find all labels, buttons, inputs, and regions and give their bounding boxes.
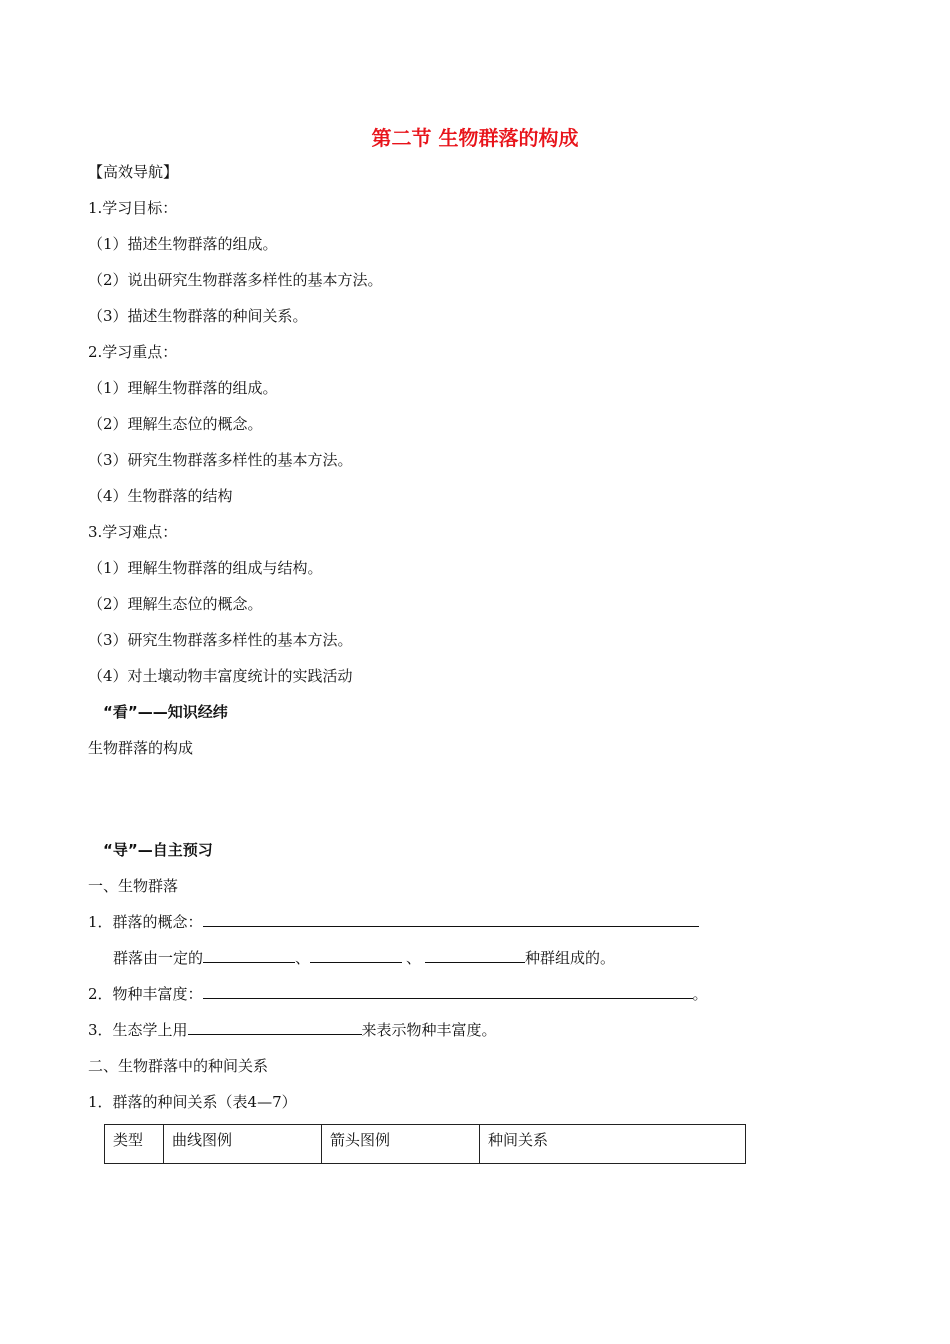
key-point-item: （3）研究生物群落多样性的基本方法。 bbox=[88, 451, 353, 469]
key-point-item: （4）生物群落的结构 bbox=[88, 487, 233, 505]
question-text: 3．生态学上用 bbox=[88, 1021, 188, 1039]
interspecific-relations-table bbox=[104, 1124, 746, 1164]
section1-heading: 一、生物群落 bbox=[88, 877, 179, 895]
table-header-type: 类型 bbox=[105, 1125, 164, 1164]
answer-blank[interactable] bbox=[203, 947, 295, 963]
difficulty-item: （3）研究生物群落多样性的基本方法。 bbox=[88, 631, 353, 649]
objective-item: （3）描述生物群落的种间关系。 bbox=[88, 307, 308, 325]
answer-blank[interactable] bbox=[495, 911, 699, 927]
answer-blank[interactable] bbox=[188, 1019, 362, 1035]
key-points-heading: 2.学习重点： bbox=[88, 343, 178, 361]
key-point-item: （2）理解生态位的概念。 bbox=[88, 415, 263, 433]
section2-question: 1．群落的种间关系（表4—7） bbox=[88, 1093, 297, 1111]
look-heading: “看”——知识经纬 bbox=[103, 703, 228, 721]
question-community-composition bbox=[113, 947, 615, 969]
table-header-row bbox=[105, 1125, 746, 1164]
question-label: 1．群落的概念： bbox=[88, 913, 203, 931]
question-label: 2．物种丰富度： bbox=[88, 985, 203, 1003]
question-text: 来表示物种丰富度。 bbox=[361, 1021, 497, 1039]
question-text: 种群组成的。 bbox=[525, 949, 616, 967]
answer-blank[interactable] bbox=[203, 911, 495, 927]
question-richness-measure bbox=[88, 1019, 497, 1041]
difficulties-heading: 3.学习难点： bbox=[88, 523, 178, 541]
separator: 、 bbox=[295, 949, 311, 967]
answer-blank[interactable] bbox=[425, 947, 525, 963]
guide-header: 【高效导航】 bbox=[88, 163, 179, 181]
key-point-item: （1）理解生物群落的组成。 bbox=[88, 379, 278, 397]
answer-blank[interactable] bbox=[203, 983, 693, 999]
question-text: 群落由一定的 bbox=[113, 949, 204, 967]
table-header-curve: 曲线图例 bbox=[164, 1125, 322, 1164]
objectives-heading: 1.学习目标： bbox=[88, 199, 178, 217]
separator: 、 bbox=[406, 949, 422, 967]
objective-item: （2）说出研究生物群落多样性的基本方法。 bbox=[88, 271, 383, 289]
difficulty-item: （2）理解生态位的概念。 bbox=[88, 595, 263, 613]
section2-heading: 二、生物群落中的种间关系 bbox=[88, 1057, 269, 1075]
look-text: 生物群落的构成 bbox=[88, 739, 194, 757]
question-end: 。 bbox=[692, 985, 708, 1003]
question-species-richness bbox=[88, 983, 708, 1005]
answer-blank[interactable] bbox=[310, 947, 402, 963]
page-title: 第二节 生物群落的构成 bbox=[371, 126, 579, 150]
question-community-concept bbox=[88, 911, 699, 933]
table-header-arrow: 箭头图例 bbox=[322, 1125, 480, 1164]
guide-heading: “导”—自主预习 bbox=[103, 841, 213, 859]
difficulty-item: （1）理解生物群落的组成与结构。 bbox=[88, 559, 323, 577]
difficulty-item: （4）对土壤动物丰富度统计的实践活动 bbox=[88, 667, 353, 685]
table-header-relation: 种间关系 bbox=[480, 1125, 746, 1164]
objective-item: （1）描述生物群落的组成。 bbox=[88, 235, 278, 253]
